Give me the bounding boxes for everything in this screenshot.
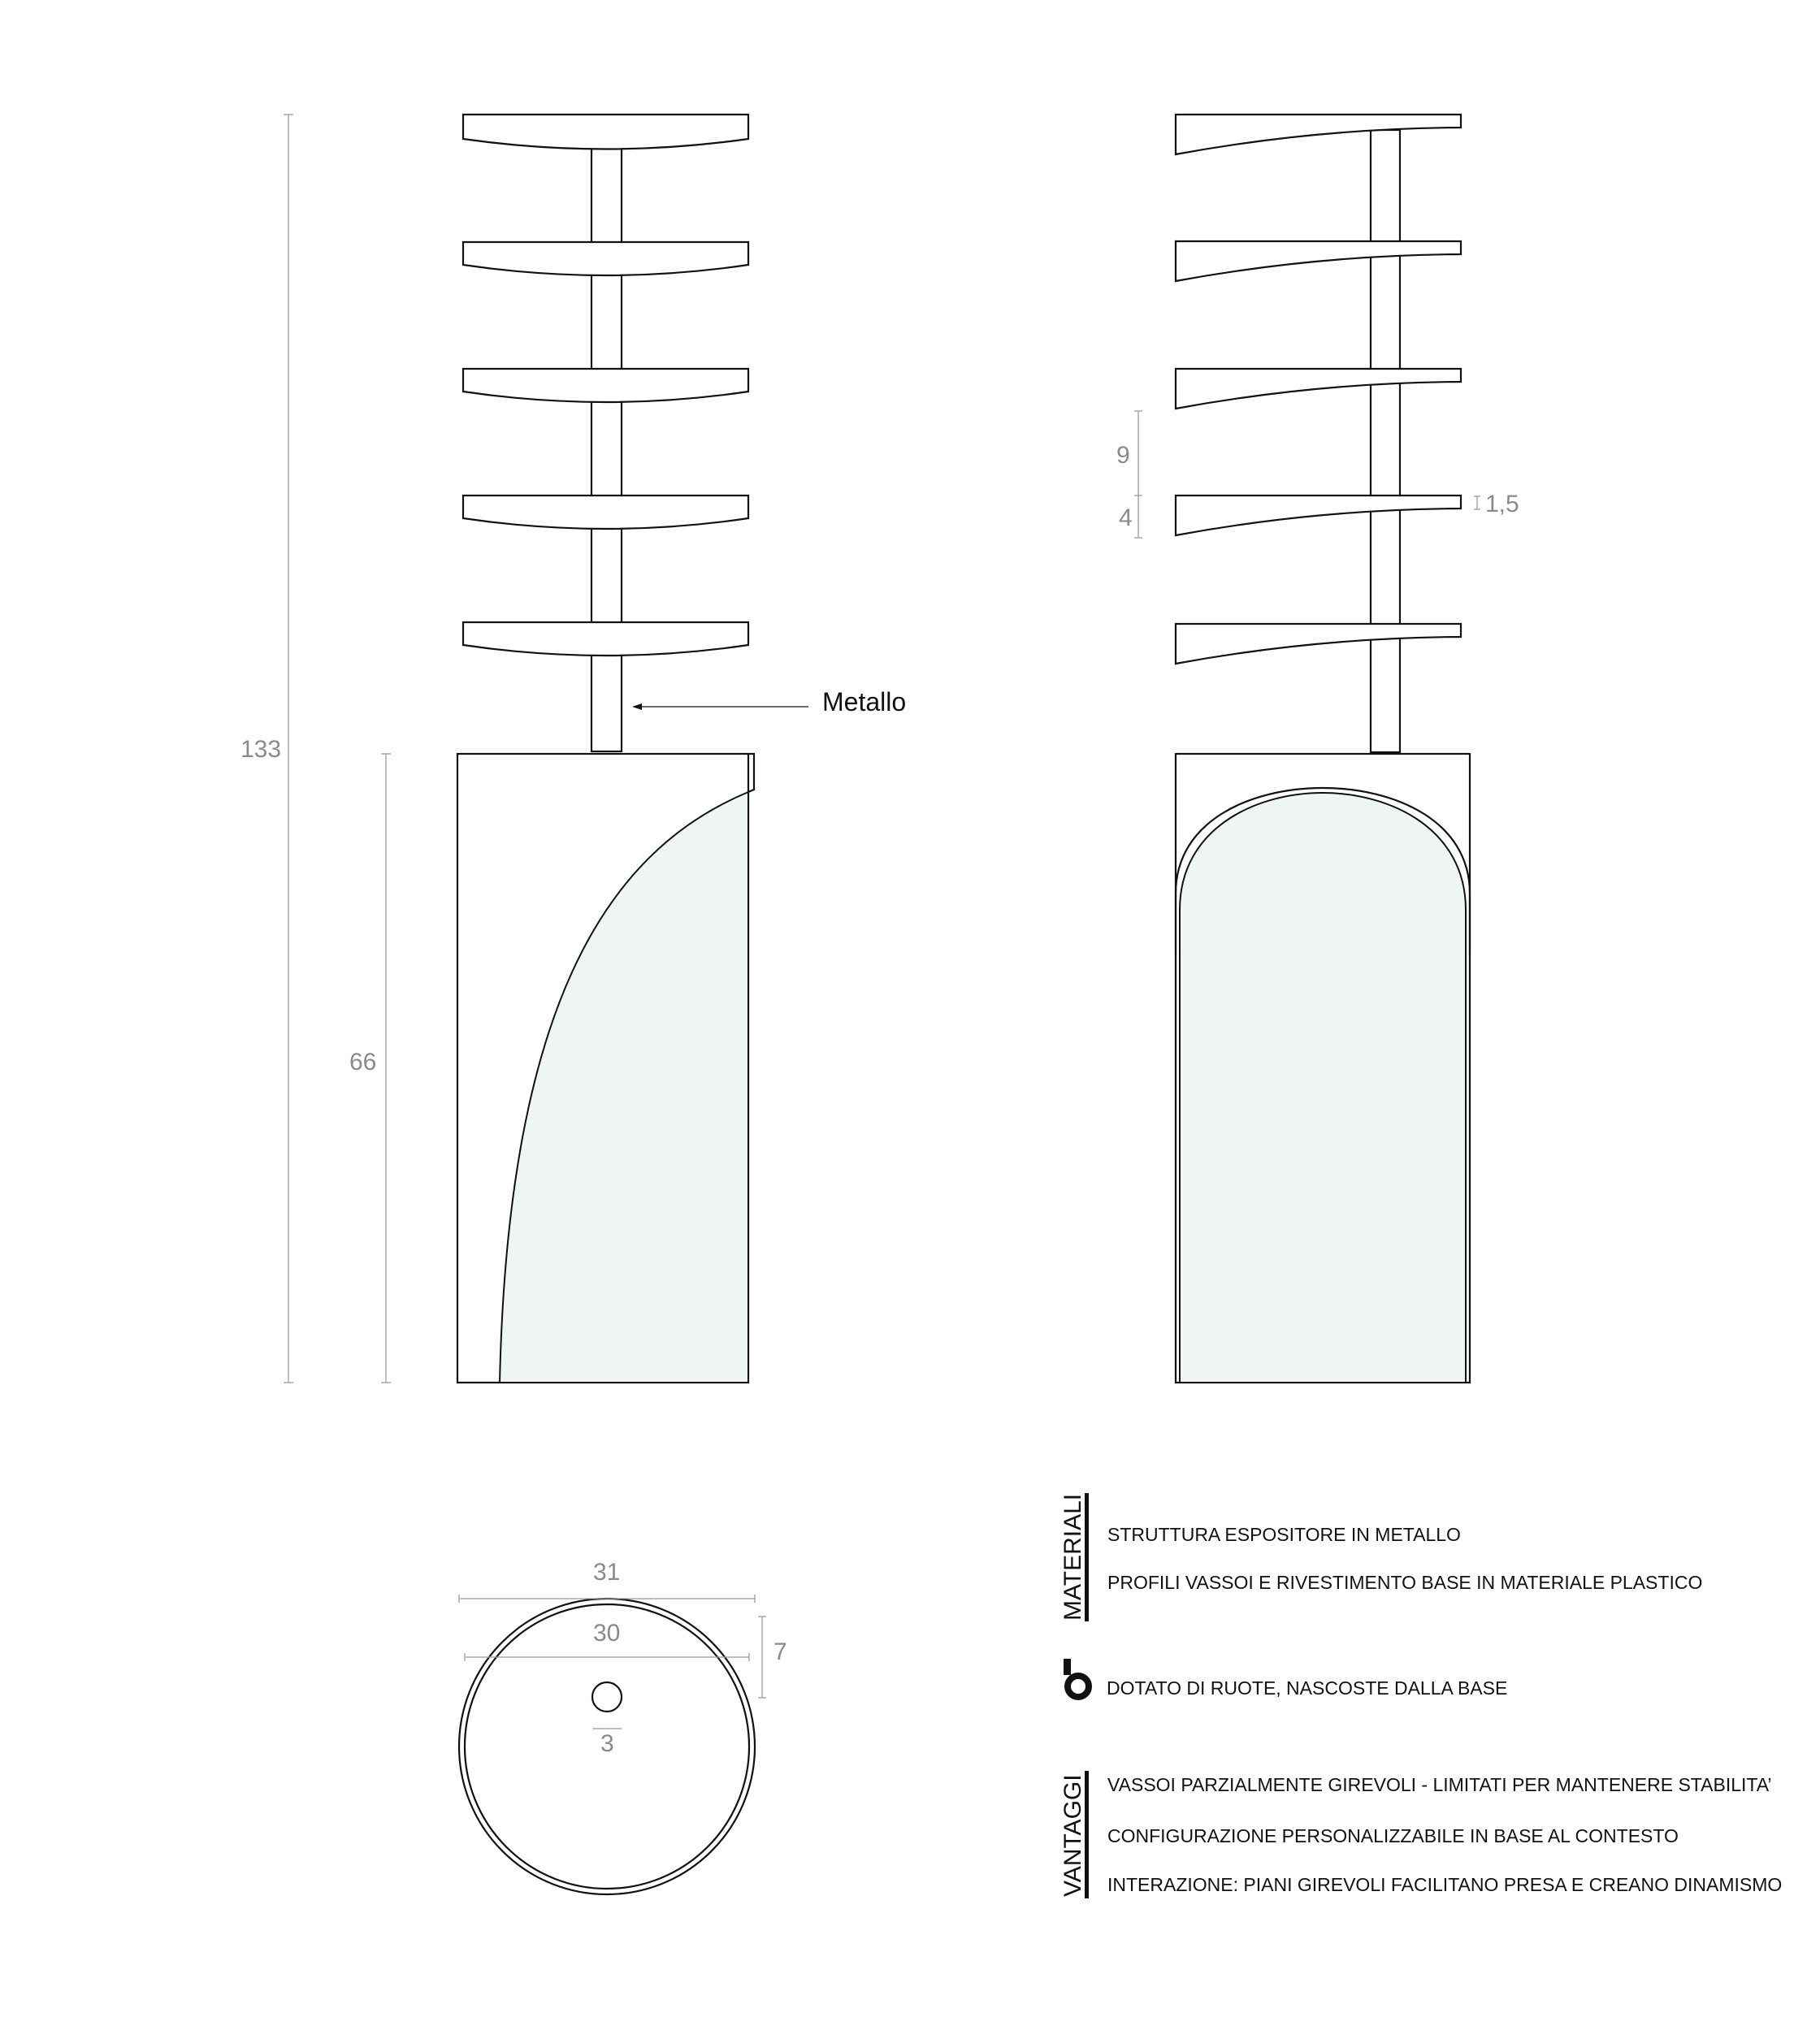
materials-item: PROFILI VASSOI E RIVESTIMENTO BASE IN MATERIALE PLASTICO xyxy=(1107,1572,1703,1593)
wheels-text: DOTATO DI RUOTE, NASCOSTE DALLA BASE xyxy=(1107,1677,1508,1699)
side-view xyxy=(1176,115,1470,1383)
side-shelves xyxy=(1176,115,1461,664)
metal-label: Metallo xyxy=(822,687,907,716)
top-dimensions xyxy=(459,1559,787,1757)
outer-diameter-label: 31 xyxy=(593,1559,621,1586)
front-shelf xyxy=(463,496,748,529)
shelf-thickness-label: 4 xyxy=(1119,504,1133,531)
advantages-section xyxy=(1060,1771,1782,1898)
top-pole-circle xyxy=(592,1682,622,1712)
pole-diameter-label: 3 xyxy=(600,1730,614,1757)
wheel-icon xyxy=(1064,1659,1089,1697)
base-height-label: 66 xyxy=(349,1049,377,1076)
materials-section xyxy=(1060,1493,1702,1621)
front-dimensions xyxy=(240,115,391,1383)
total-height-label: 133 xyxy=(240,736,282,763)
side-shelf xyxy=(1176,624,1461,664)
inner-diameter-label: 30 xyxy=(593,1620,621,1647)
advantages-heading: VANTAGGI xyxy=(1060,1774,1086,1897)
edge-thickness-label: 1,5 xyxy=(1485,491,1519,517)
materials-heading: MATERIALI xyxy=(1060,1493,1086,1621)
front-glass-panel xyxy=(500,792,748,1383)
front-shelf xyxy=(463,622,748,656)
side-shelf xyxy=(1176,496,1461,535)
shelf-spacing-label: 9 xyxy=(1116,442,1130,469)
front-shelf xyxy=(463,115,748,149)
advantages-item: CONFIGURAZIONE PERSONALIZZABILE IN BASE AL CONTESTO xyxy=(1107,1825,1679,1846)
wheels-section xyxy=(1064,1659,1507,1699)
side-shelf xyxy=(1176,241,1461,281)
front-view xyxy=(457,115,906,1383)
offset-label: 7 xyxy=(774,1638,787,1665)
side-pole xyxy=(1371,130,1400,752)
front-pole xyxy=(592,146,622,751)
side-glass-panel xyxy=(1180,793,1466,1383)
advantages-item: INTERAZIONE: PIANI GIREVOLI FACILITANO PRESA E CREANO DINAMISMO xyxy=(1107,1874,1783,1895)
metal-leader-arrow xyxy=(632,703,642,710)
materials-item: STRUTTURA ESPOSITORE IN METALLO xyxy=(1107,1524,1461,1545)
side-shelf xyxy=(1176,115,1461,154)
side-shelf xyxy=(1176,369,1461,409)
front-shelf xyxy=(463,369,748,402)
front-shelf xyxy=(463,242,748,275)
advantages-item: VASSOI PARZIALMENTE GIREVOLI - LIMITATI PER MANTENERE STABILITA’ xyxy=(1107,1774,1772,1795)
front-shelves xyxy=(463,115,748,656)
